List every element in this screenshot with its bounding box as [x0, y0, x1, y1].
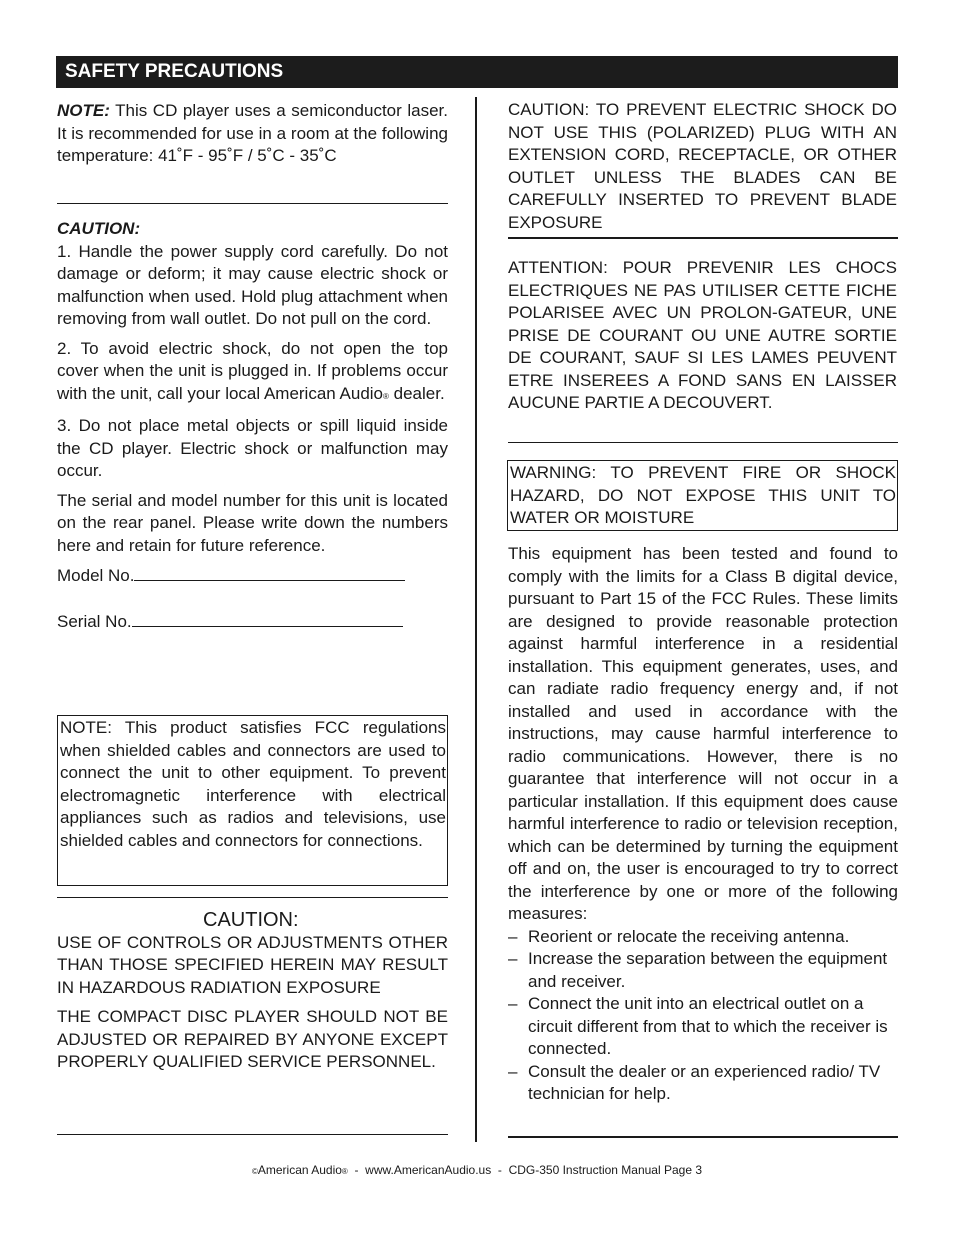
attention-french: [508, 257, 897, 415]
divider: [508, 237, 898, 239]
model-number-line: [57, 565, 448, 588]
footer-registered-mark: ®: [341, 1167, 348, 1176]
service-text: THE COMPACT DISC PLAYER SHOULD NOT BE ADJUSTED OR REPAIRED BY ANYONE EXCEPT PROPERLY QUALIFIED SERVICE PERSONNEL.: [57, 1007, 448, 1071]
divider: [57, 1134, 448, 1135]
footer-page-text: CDG-350 Instruction Manual Page 3: [508, 1163, 703, 1177]
footer-separator: -: [491, 1163, 509, 1177]
section-title: SAFETY PRECAUTIONS: [65, 61, 284, 82]
divider: [57, 203, 448, 204]
fcc-note-text: NOTE: This product satisfies FCC regulations when shielded cables and connectors are used to connect the unit to other equipment. To prevent electromagnetic interference with electrical appliances such as radios and televisions, use shielded cables and connectors for connections.: [60, 718, 446, 850]
radiation-caution: [57, 909, 448, 1074]
caution-heading: CAUTION:: [203, 909, 299, 931]
list-item: – Increase the separation between the equipment and receiver.: [508, 948, 898, 993]
warning-text: WARNING: TO PREVENT FIRE OR SHOCK HAZARD, DO NOT EXPOSE THIS UNIT TO WATER OR MOISTURE: [510, 463, 896, 527]
divider: [57, 897, 448, 898]
caution-item-2-tail: dealer.: [388, 383, 445, 403]
divider: [508, 442, 898, 443]
caution-label: CAUTION:: [57, 219, 141, 238]
attention-french-text: ATTENTION: POUR PREVENIR LES CHOCS ELECTRIQUES NE PAS UTILISER CETTE FICHE POLARISEE AVEC UN PROLON-GATEUR, UNE PRISE DE COURANT OU UNE AUTRE SORTIE DE COURANT, SAUF SI LES LAMES PEUVENT ETRE INSEREES A FOND SANS EN LAISSER AUCUNE PARTIE A DECOUVERT.: [508, 258, 897, 412]
fcc-compliance: [508, 543, 898, 1106]
fcc-compliance-text: This equipment has been tested and found to comply with the limits for a Class B digital device, pursuant to Part 15 of the FCC Rules. These limits are designed to provide reasonable protection against harmful interference in a residential installation. This equipment generates, uses, and can radiate radio frequency energy and, if not installed and used in accordance with the instructions, may cause harmful interference to radio communications. However, there is no guarantee that interference will not occur in a particular installation. If this equipment does cause harmful interference to radio or television reception, which can be determined by turning the equipment off and on, the user is encouraged to try to correct the interference by one or more of the following measures:: [508, 544, 898, 923]
serial-label: Serial No.: [57, 611, 132, 631]
caution-item-3: 3. Do not place metal objects or spill liquid inside the CD player. Electric shock or malfunction may occur.: [57, 416, 448, 480]
divider: [508, 1136, 898, 1138]
caution-item-2-text: 2. To avoid electric shock, do not open the top cover when the unit is plugged in. If problems occur with the unit, call your local American Audio: [57, 338, 448, 403]
radiation-text: USE OF CONTROLS OR ADJUSTMENTS OTHER THAN THOSE SPECIFIED HEREIN MAY RESULT IN HAZARDOUS RADIATION EXPOSURE: [57, 932, 448, 997]
warning-box: [507, 460, 898, 531]
footer-separator: -: [347, 1163, 366, 1177]
column-divider: [475, 97, 477, 1142]
fcc-note-box: [57, 715, 448, 886]
shock-caution: [508, 99, 897, 234]
footer-brand: American Audio: [257, 1163, 342, 1177]
serial-fill-line[interactable]: [132, 614, 403, 627]
serial-instructions: The serial and model number for this unit is located on the rear panel. Please write down the numbers here and retain for future reference.: [57, 490, 448, 555]
measures-list: [508, 926, 898, 1106]
note-label: NOTE:: [57, 101, 110, 120]
caution-list: [57, 218, 448, 633]
model-fill-line[interactable]: [134, 568, 405, 581]
footer-url[interactable]: www.AmericanAudio.us: [365, 1163, 492, 1177]
page-footer: [0, 1163, 954, 1177]
note-text: This CD player uses a semiconductor laser. It is recommended for use in a room at the following temperature: 41˚F - 95˚F / 5˚C - 35˚C: [57, 101, 448, 165]
caution-item-2: [57, 338, 448, 409]
list-item: – Connect the unit into an electrical outlet on a circuit different from that to which the receiver is connected.: [508, 993, 898, 1061]
section-header: [56, 56, 898, 88]
shock-caution-text: CAUTION: TO PREVENT ELECTRIC SHOCK DO NOT USE THIS (POLARIZED) PLUG WITH AN EXTENSION CORD, RECEPTACLE, OR OTHER OUTLET UNLESS THE BLADES CAN BE CAREFULLY INSERTED TO PREVENT BLADE EXPOSURE: [508, 100, 897, 232]
serial-number-line: [57, 611, 448, 634]
list-item: – Reorient or relocate the receiving antenna.: [508, 926, 898, 949]
copyright-mark: ©: [251, 1167, 258, 1176]
laser-note: [57, 100, 448, 168]
model-label: Model No.: [57, 566, 135, 585]
caution-item-1: 1. Handle the power supply cord carefully. Do not damage or deform; it may cause electric shock or malfunction when used. Hold plug attachment when removing from wall outlet. Do not pull on the cord.: [57, 241, 448, 328]
list-item: – Consult the dealer or an experienced radio/ TV technician for help.: [508, 1061, 898, 1106]
registered-mark: ®: [383, 391, 389, 401]
